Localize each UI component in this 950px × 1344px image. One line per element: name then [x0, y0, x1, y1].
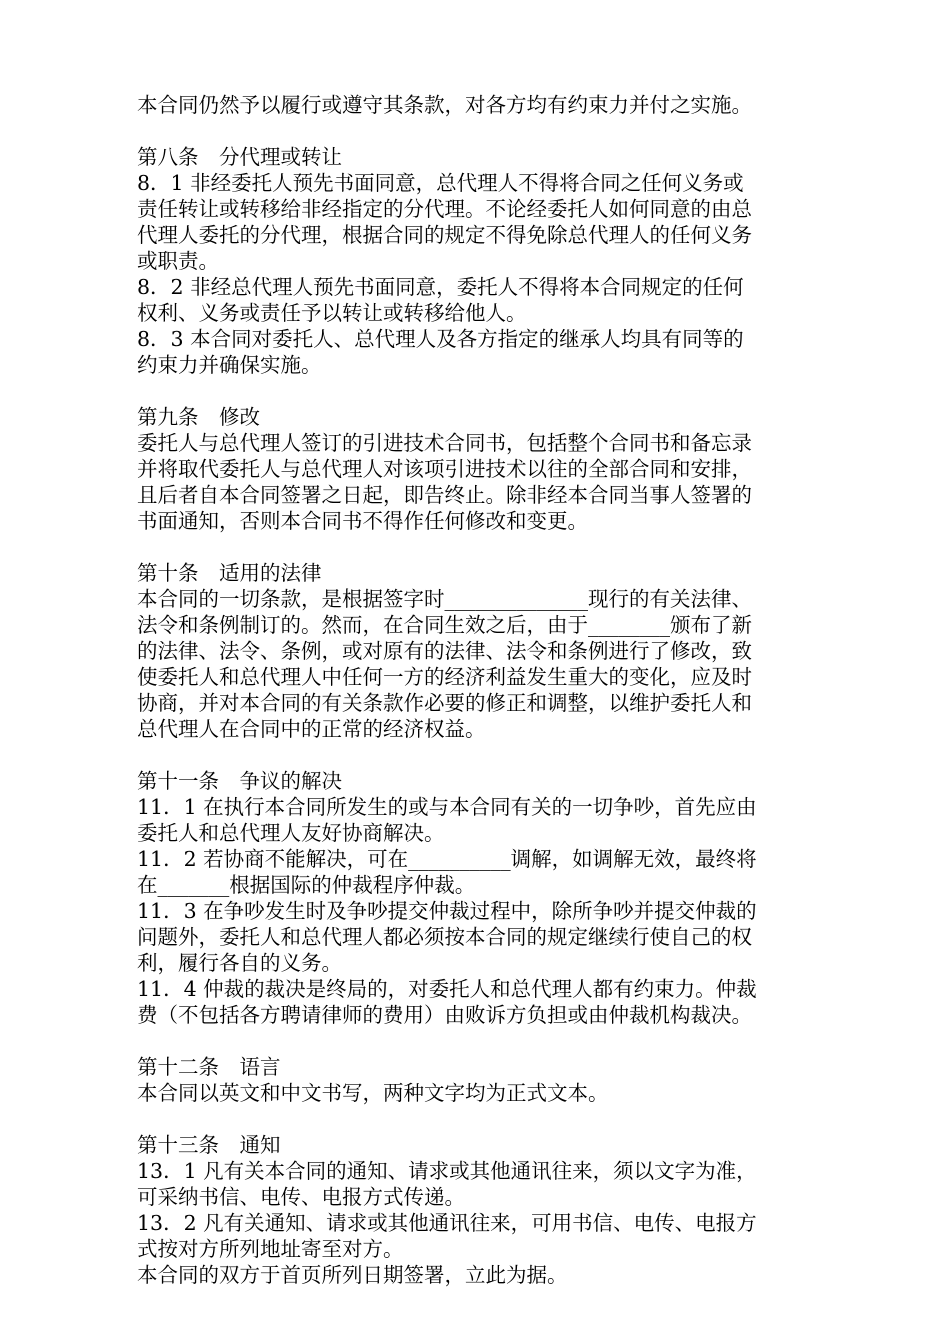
- section-11-line: 11．4 仲裁的裁决是终局的，对委托人和总代理人都有约束力。仲裁: [137, 977, 757, 1001]
- section-13-line: 13．2 凡有关通知、请求或其他通讯往来，可用书信、电传、电报方: [137, 1211, 757, 1235]
- section-11-line: 11．1 在执行本合同所发生的或与本合同有关的一切争吵，首先应由: [137, 795, 757, 819]
- intro-line: 本合同仍然予以履行或遵守其条款，对各方均有约束力并付之实施。: [137, 93, 752, 117]
- section-8-line: 权利、义务或责任予以转让或转移给他人。: [137, 301, 527, 325]
- section-9-heading: 第九条 修改: [137, 405, 260, 429]
- section-10-line: 使委托人和总代理人中任何一方的经济利益发生重大的变化，应及时: [137, 665, 752, 689]
- section-13-line: 13．1 凡有关本合同的通知、请求或其他通讯往来，须以文字为准，: [137, 1159, 757, 1183]
- section-8-line: 约束力并确保实施。: [137, 353, 322, 377]
- section-11-heading: 第十一条 争议的解决: [137, 769, 342, 793]
- section-11-line: 在_______根据国际的仲裁程序仲裁。: [137, 873, 476, 897]
- section-10-line: 本合同的一切条款，是根据签字时______________现行的有关法律、: [137, 587, 752, 611]
- section-13-line: 式按对方所列地址寄至对方。: [137, 1237, 404, 1261]
- section-9-line: 且后者自本合同签署之日起，即告终止。除非经本合同当事人签署的: [137, 483, 752, 507]
- section-10-line: 的法律、法令、条例，或对原有的法律、法令和条例进行了修改，致: [137, 639, 752, 663]
- closing-line: 本合同的双方于首页所列日期签署，立此为据。: [137, 1263, 568, 1287]
- section-11-line: 11．3 在争吵发生时及争吵提交仲裁过程中，除所争吵并提交仲裁的: [137, 899, 757, 923]
- section-9-line: 委托人与总代理人签订的引进技术合同书，包括整个合同书和备忘录: [137, 431, 752, 455]
- section-10-line: 总代理人在合同中的正常的经济权益。: [137, 717, 486, 741]
- paragraph-gap: [137, 1106, 817, 1132]
- section-8-line: 8．3 本合同对委托人、总代理人及各方指定的继承人均具有同等的: [137, 327, 744, 351]
- section-13-line: 可采纳书信、电传、电报方式传递。: [137, 1185, 465, 1209]
- section-10-heading: 第十条 适用的法律: [137, 561, 322, 585]
- section-11-line: 委托人和总代理人友好协商解决。: [137, 821, 445, 845]
- section-8-line: 8．1 非经委托人预先书面同意，总代理人不得将合同之任何义务或: [137, 171, 744, 195]
- section-11-line: 问题外，委托人和总代理人都必须按本合同的规定继续行使自己的权: [137, 925, 752, 949]
- section-8-line: 代理人委托的分代理，根据合同的规定不得免除总代理人的任何义务: [137, 223, 752, 247]
- section-8-heading: 第八条 分代理或转让: [137, 145, 342, 169]
- section-12-heading: 第十二条 语言: [137, 1055, 281, 1079]
- section-12-line: 本合同以英文和中文书写，两种文字均为正式文本。: [137, 1081, 609, 1105]
- document-page: [137, 92, 817, 1288]
- section-13-heading: 第十三条 通知: [137, 1133, 281, 1157]
- section-9-line: 并将取代委托人与总代理人对该项引进技术以往的全部合同和安排，: [137, 457, 752, 481]
- section-10-line: 法令和条例制订的。然而，在合同生效之后，由于________颁布了新: [137, 613, 752, 637]
- section-8-line: 或职责。: [137, 249, 219, 273]
- paragraph-gap: [137, 1028, 817, 1054]
- section-11-line: 费（不包括各方聘请律师的费用）由败诉方负担或由仲裁机构裁决。: [137, 1003, 752, 1027]
- section-8-line: 8．2 非经总代理人预先书面同意，委托人不得将本合同规定的任何: [137, 275, 744, 299]
- paragraph-gap: [137, 378, 817, 404]
- paragraph-gap: [137, 118, 817, 144]
- section-11-line: 利，履行各自的义务。: [137, 951, 342, 975]
- section-10-line: 协商，并对本合同的有关条款作必要的修正和调整，以维护委托人和: [137, 691, 752, 715]
- section-8-line: 责任转让或转移给非经指定的分代理。不论经委托人如何同意的由总: [137, 197, 752, 221]
- section-9-line: 书面通知，否则本合同书不得作任何修改和变更。: [137, 509, 588, 533]
- paragraph-gap: [137, 534, 817, 560]
- paragraph-gap: [137, 742, 817, 768]
- section-11-line: 11．2 若协商不能解决，可在__________调解，如调解无效，最终将: [137, 847, 757, 871]
